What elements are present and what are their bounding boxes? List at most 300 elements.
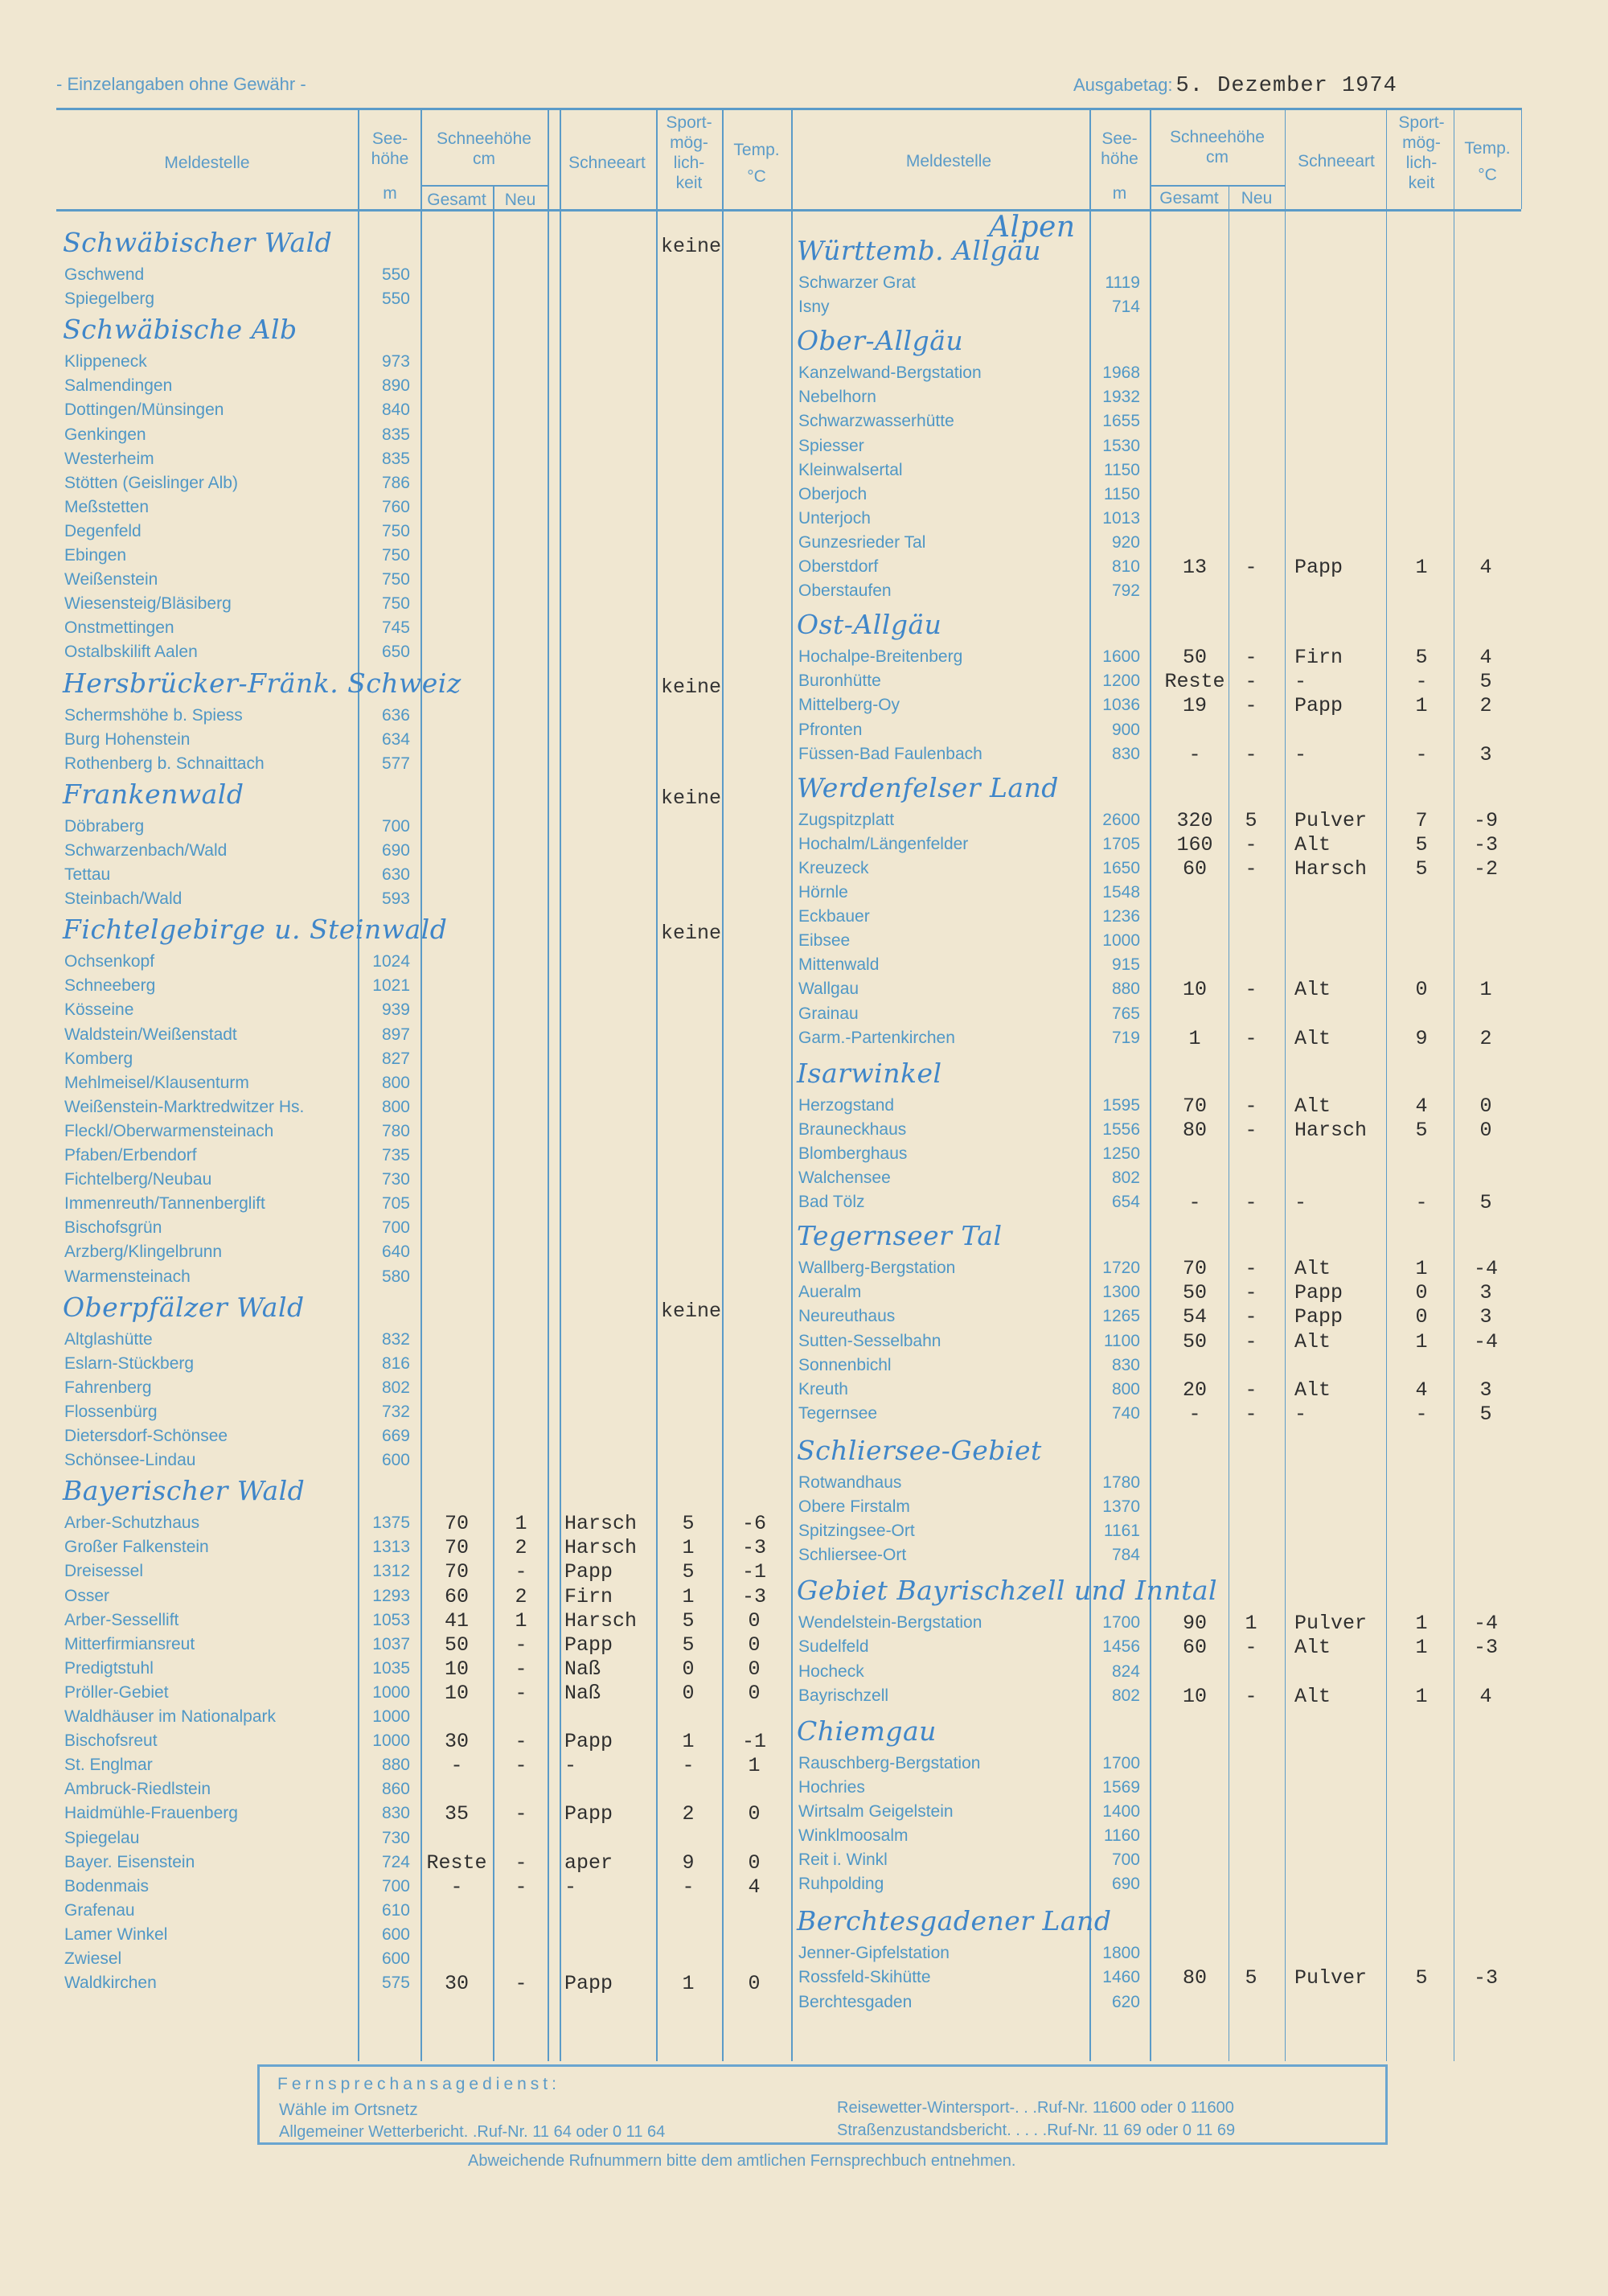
snow-depth-total: - — [450, 1754, 463, 1778]
station-name: Fichtelberg/Neubau — [64, 1170, 212, 1189]
snow-depth-new: - — [1245, 556, 1257, 579]
snow-depth-new: - — [515, 1850, 527, 1875]
station-altitude: 620 — [1111, 1992, 1140, 2011]
snow-depth-new: - — [1245, 1378, 1257, 1402]
station-name: Steinbach/Wald — [64, 889, 183, 909]
left-col-sport-4: keit — [675, 174, 703, 192]
region-heading: Gebiet Bayrischzell und Inntal — [797, 1575, 1218, 1607]
station-name: Kleinwalsertal — [798, 460, 903, 479]
snow-depth-total: 54 — [1182, 1305, 1207, 1329]
station-altitude: 840 — [381, 400, 410, 420]
snow-depth-new: 1 — [515, 1608, 527, 1633]
temperature: -4 — [1473, 1329, 1498, 1353]
sport-possibility: 0 — [1415, 978, 1428, 1002]
station-altitude: 1021 — [372, 976, 410, 996]
station-altitude: 1569 — [1102, 1777, 1140, 1797]
station-altitude: 1236 — [1102, 907, 1140, 926]
station-altitude: 1150 — [1103, 460, 1140, 479]
station-name: Grainau — [798, 1004, 859, 1023]
left-col-gesamt: Gesamt — [427, 191, 486, 209]
right-col-temp-1: Temp. — [1464, 139, 1511, 158]
snow-type: Harsch — [564, 1512, 638, 1536]
station-name: Winklmoosalm — [798, 1826, 909, 1845]
station-altitude: 600 — [381, 1949, 410, 1968]
snow-type: Papp — [564, 1972, 613, 1996]
table-row — [798, 1497, 1522, 1522]
station-altitude: 1200 — [1102, 672, 1140, 691]
header-bottom-rule — [56, 209, 1521, 212]
footer-line2-right: Straßenzustandsbericht. . . . .Ruf-Nr. 11 69 oder 0 11 69 — [837, 2121, 1236, 2139]
table-row — [64, 706, 788, 730]
station-name: Genkingen — [64, 425, 146, 444]
station-altitude: 1780 — [1102, 1472, 1140, 1492]
snow-depth-total: - — [1188, 1191, 1201, 1215]
snow-depth-new: 5 — [1245, 1966, 1257, 1990]
table-row — [798, 980, 1522, 1004]
snow-depth-new: - — [515, 1681, 527, 1705]
station-altitude: 880 — [381, 1756, 410, 1775]
table-row — [798, 1850, 1522, 1875]
snow-status-none: keine — [661, 1299, 722, 1323]
station-name: Zugspitzplatt — [798, 810, 895, 829]
station-altitude: 1400 — [1102, 1801, 1140, 1821]
right-col-sport-2: mög- — [1402, 133, 1441, 152]
station-name: Weißenstein-Marktredwitzer Hs. — [64, 1097, 305, 1116]
snow-depth-new: - — [1245, 1329, 1257, 1353]
station-name: Pfronten — [798, 720, 863, 739]
table-row — [64, 474, 788, 498]
station-name: Klippeneck — [64, 352, 147, 372]
station-altitude: 700 — [1111, 1850, 1140, 1870]
station-name: Obere Firstalm — [798, 1497, 910, 1516]
sport-possibility: - — [1415, 1402, 1428, 1426]
snow-depth-new: - — [1245, 856, 1257, 881]
station-altitude: 640 — [381, 1242, 410, 1262]
right-col-sport-4: keit — [1408, 174, 1435, 192]
region-heading: Ober-Allgäu — [797, 325, 964, 357]
right-col-temp-2: °C — [1478, 166, 1497, 184]
left-col-temp-1: Temp. — [733, 141, 780, 159]
snow-depth-total: 320 — [1176, 808, 1213, 832]
station-name: Nebelhorn — [798, 388, 876, 407]
table-row — [64, 1514, 788, 1538]
sport-possibility: 1 — [1415, 694, 1428, 718]
station-altitude: 1313 — [372, 1538, 410, 1557]
station-altitude: 1037 — [372, 1634, 410, 1653]
station-altitude: 636 — [381, 705, 410, 725]
station-name: Predigtstuhl — [64, 1658, 154, 1678]
station-altitude: 1456 — [1102, 1637, 1140, 1657]
sport-possibility: 4 — [1415, 1378, 1428, 1402]
snow-type: Naß — [564, 1657, 601, 1681]
table-row — [64, 400, 788, 425]
table-row — [64, 546, 788, 570]
snow-type: Harsch — [564, 1536, 638, 1560]
station-altitude: 1100 — [1103, 1331, 1140, 1350]
station-name: Unterjoch — [798, 508, 871, 528]
snow-depth-total: 41 — [444, 1608, 469, 1633]
station-altitude: 1705 — [1102, 834, 1140, 853]
station-name: Ambruck-Riedlstein — [64, 1780, 211, 1799]
sport-possibility: 9 — [1415, 1026, 1428, 1050]
station-name: Walchensee — [798, 1169, 891, 1187]
station-name: Mitterfirmiansreut — [64, 1634, 195, 1653]
station-name: Schwarzer Grat — [798, 273, 916, 292]
grid-line — [1521, 108, 1522, 209]
station-name: Spiesser — [798, 436, 864, 455]
temperature: 3 — [1479, 1281, 1492, 1305]
left-col-schneeart: Schneeart — [568, 154, 646, 172]
snow-depth-total: 50 — [1182, 1281, 1207, 1305]
station-name: Schönsee-Lindau — [64, 1451, 196, 1470]
table-row — [798, 1944, 1522, 1968]
grid-line — [791, 108, 793, 2061]
station-altitude: 580 — [381, 1267, 410, 1286]
snow-type: Pulver — [1294, 1966, 1368, 1990]
station-altitude: 705 — [381, 1194, 410, 1214]
station-name: Schwarzwasserhütte — [798, 412, 954, 431]
station-name: Eslarn-Stückberg — [64, 1353, 195, 1373]
table-row — [64, 1974, 788, 1998]
table-row — [64, 754, 788, 778]
station-name: Ostalbskilift Aalen — [64, 643, 198, 662]
snow-depth-new: - — [1245, 1684, 1257, 1708]
station-altitude: 714 — [1111, 298, 1140, 317]
snow-depth-new: - — [1245, 832, 1257, 856]
right-col-sport-1: Sport- — [1398, 113, 1445, 132]
left-col-seehohe-1: See- — [371, 129, 408, 148]
sport-possibility: 5 — [1415, 1118, 1428, 1142]
station-altitude: 1556 — [1102, 1119, 1140, 1139]
station-altitude: 1600 — [1102, 647, 1140, 667]
snow-depth-total: 90 — [1182, 1612, 1207, 1636]
station-name: Immenreuth/Tannenberglift — [64, 1194, 265, 1214]
snow-type: Papp — [564, 1560, 613, 1584]
station-altitude: 750 — [381, 521, 410, 540]
left-col-seehohe — [359, 129, 420, 203]
station-name: Blomberghaus — [798, 1144, 908, 1163]
snow-depth-new: - — [1245, 694, 1257, 718]
right-col-schneehohe — [1150, 127, 1285, 167]
snow-depth-new: - — [1245, 1026, 1257, 1050]
sport-possibility: 0 — [682, 1657, 695, 1681]
table-row — [798, 672, 1522, 696]
station-altitude: 786 — [381, 473, 410, 492]
station-altitude: 1250 — [1102, 1144, 1140, 1163]
snow-type: - — [564, 1875, 577, 1899]
temperature: -3 — [1473, 1636, 1498, 1660]
left-col-sport — [656, 113, 722, 193]
table-row — [798, 1169, 1522, 1193]
table-row — [798, 696, 1522, 720]
temperature: -3 — [1473, 832, 1498, 856]
station-altitude: 550 — [381, 290, 410, 309]
station-name: Tettau — [64, 865, 111, 884]
table-row — [64, 265, 788, 290]
station-altitude: 1720 — [1102, 1259, 1140, 1278]
temperature: -6 — [741, 1512, 766, 1536]
station-altitude: 860 — [381, 1780, 410, 1799]
station-name: Schermshöhe b. Spiess — [64, 705, 243, 725]
station-name: Garm.-Partenkirchen — [798, 1028, 955, 1047]
table-row — [64, 1635, 788, 1659]
snow-type: - — [1294, 742, 1307, 766]
snow-depth-new: 5 — [1245, 808, 1257, 832]
snow-depth-new: - — [1245, 1402, 1257, 1426]
station-altitude: 732 — [381, 1402, 410, 1421]
snow-depth-new: - — [1245, 742, 1257, 766]
temperature: 4 — [1479, 646, 1492, 670]
station-name: Meßstetten — [64, 497, 150, 516]
snow-depth-new: - — [515, 1802, 527, 1826]
station-altitude: 750 — [381, 570, 410, 589]
station-altitude: 832 — [381, 1329, 410, 1349]
snow-type: Harsch — [1294, 856, 1368, 881]
station-name: Kreuth — [798, 1379, 848, 1399]
temperature: 2 — [1479, 694, 1492, 718]
region-heading: Werdenfelser Land — [797, 771, 1059, 803]
temperature: -3 — [1473, 1966, 1498, 1990]
footer-line2-left: Allgemeiner Wetterbericht. .Ruf-Nr. 11 64 oder 0 11 64 — [279, 2123, 666, 2141]
table-row — [64, 1146, 788, 1170]
snow-depth-new: - — [1245, 1118, 1257, 1142]
station-altitude: 690 — [381, 840, 410, 860]
temperature: 4 — [1479, 556, 1492, 579]
issue-date: 5. Dezember 1974 — [1175, 74, 1397, 98]
station-altitude: 1013 — [1102, 508, 1140, 528]
station-altitude: 1265 — [1102, 1307, 1140, 1326]
temperature: 4 — [1479, 1684, 1492, 1708]
temperature: 5 — [1479, 670, 1492, 694]
snow-depth-total: 60 — [444, 1584, 469, 1608]
left-col-temp — [722, 140, 791, 187]
table-row — [64, 570, 788, 594]
station-altitude: 600 — [381, 1451, 410, 1470]
temperature: -4 — [1473, 1612, 1498, 1636]
snow-type: Alt — [1294, 1636, 1331, 1660]
table-row — [798, 363, 1522, 388]
table-row — [798, 1613, 1522, 1637]
snow-status-none: keine — [661, 235, 722, 258]
snow-depth-total: 10 — [444, 1681, 469, 1705]
snow-depth-new: - — [515, 1754, 527, 1778]
station-name: Wirtsalm Geigelstein — [798, 1801, 954, 1821]
station-altitude: 730 — [381, 1828, 410, 1847]
table-row — [798, 1096, 1522, 1120]
snow-type: Papp — [1294, 556, 1343, 579]
station-name: Kösseine — [64, 1000, 134, 1020]
table-row — [64, 1901, 788, 1925]
left-col-sport-3: lich- — [673, 154, 705, 172]
table-row — [64, 1122, 788, 1146]
station-name: Schliersee-Ort — [798, 1546, 907, 1565]
snow-depth-total: 30 — [444, 1730, 469, 1754]
station-altitude: 827 — [381, 1049, 410, 1068]
sport-possibility: 1 — [1415, 1636, 1428, 1660]
station-name: Oberstaufen — [798, 581, 892, 601]
snow-depth-total: 20 — [1182, 1378, 1207, 1402]
sport-possibility: - — [1415, 742, 1428, 766]
right-col-sport — [1388, 113, 1455, 193]
station-name: Schneeberg — [64, 976, 156, 996]
snow-type: Papp — [1294, 694, 1343, 718]
station-altitude: 780 — [381, 1121, 410, 1140]
right-col-seehohe-2: höhe — [1101, 150, 1138, 168]
station-altitude: 2600 — [1102, 810, 1140, 829]
station-name: Tegernsee — [798, 1403, 878, 1423]
station-altitude: 1053 — [372, 1610, 410, 1629]
sport-possibility: 1 — [682, 1536, 695, 1560]
snow-depth-new: 2 — [515, 1536, 527, 1560]
snow-type: Papp — [564, 1730, 613, 1754]
table-row — [798, 1329, 1522, 1356]
station-altitude: 1000 — [372, 1707, 410, 1726]
station-altitude: 690 — [1111, 1875, 1140, 1894]
temperature: -9 — [1473, 808, 1498, 832]
snow-depth-total: 10 — [1182, 1684, 1207, 1708]
station-name: Komberg — [64, 1049, 133, 1068]
station-altitude: 630 — [381, 865, 410, 884]
snow-depth-total: 70 — [444, 1536, 469, 1560]
station-altitude: 1530 — [1102, 436, 1140, 455]
table-row — [64, 425, 788, 450]
temperature: 0 — [748, 1657, 761, 1681]
station-name: Sutten-Sesselbahn — [798, 1331, 941, 1350]
table-row — [798, 1193, 1522, 1217]
table-row — [798, 1380, 1522, 1404]
station-name: Arber-Schutzhaus — [64, 1514, 200, 1533]
station-altitude: 816 — [381, 1353, 410, 1373]
sport-possibility: 5 — [1415, 832, 1428, 856]
station-name: Flossenbürg — [64, 1402, 158, 1421]
table-row — [798, 955, 1522, 980]
station-name: Isny — [798, 298, 830, 317]
temperature: 1 — [1479, 978, 1492, 1002]
station-name: Salmendingen — [64, 376, 173, 396]
sport-possibility: - — [1415, 670, 1428, 694]
station-altitude: 1932 — [1102, 388, 1140, 407]
header-top-rule — [56, 108, 1521, 110]
temperature: 0 — [748, 1802, 761, 1826]
station-altitude: 1000 — [372, 1731, 410, 1751]
snow-depth-total: 10 — [444, 1657, 469, 1681]
snow-depth-total: 70 — [444, 1560, 469, 1584]
station-altitude: 1375 — [372, 1514, 410, 1533]
temperature: -3 — [741, 1536, 766, 1560]
table-row — [64, 290, 788, 314]
table-row — [64, 1756, 788, 1780]
right-col-schneehohe-1: Schneehöhe — [1170, 128, 1265, 146]
station-name: Mittenwald — [798, 955, 880, 975]
table-row — [798, 883, 1522, 907]
telephone-info-box — [257, 2064, 1388, 2145]
table-row — [798, 273, 1522, 298]
station-name: Lamer Winkel — [64, 1924, 168, 1944]
station-name: Rothenberg b. Schnaittach — [64, 754, 265, 773]
station-altitude: 650 — [381, 643, 410, 662]
station-altitude: 1000 — [372, 1682, 410, 1702]
station-name: Bodenmais — [64, 1876, 150, 1896]
temperature: 5 — [1479, 1191, 1492, 1215]
right-col-gesamt: Gesamt — [1159, 189, 1219, 207]
temperature: 0 — [748, 1850, 761, 1875]
table-row — [64, 1949, 788, 1974]
sport-possibility: - — [1415, 1191, 1428, 1215]
station-name: Großer Falkenstein — [64, 1538, 209, 1557]
sport-possibility: 9 — [682, 1850, 695, 1875]
station-name: Neureuthaus — [798, 1307, 896, 1326]
snow-type: Harsch — [564, 1608, 638, 1633]
station-name: Spiegelberg — [64, 290, 155, 309]
table-row — [64, 1170, 788, 1194]
table-row — [64, 376, 788, 400]
station-name: Bischofsreut — [64, 1731, 158, 1751]
table-row — [64, 643, 788, 667]
station-name: Sonnenbichl — [798, 1355, 892, 1374]
station-altitude: 915 — [1111, 955, 1140, 975]
table-row — [64, 1074, 788, 1098]
temperature: -4 — [1473, 1257, 1498, 1281]
station-altitude: 1800 — [1102, 1944, 1140, 1963]
table-row — [64, 1403, 788, 1427]
station-altitude: 1595 — [1102, 1095, 1140, 1115]
station-altitude: 880 — [1111, 980, 1140, 999]
sport-possibility: 1 — [682, 1972, 695, 1996]
left-col-seehohe-2: höhe — [371, 150, 409, 168]
region-heading: Hersbrücker-Fränk. Schweiz — [63, 667, 461, 699]
snow-depth-new: - — [1245, 670, 1257, 694]
table-row — [64, 1267, 788, 1292]
right-col-neu: Neu — [1241, 189, 1273, 207]
sport-possibility: 5 — [1415, 646, 1428, 670]
sport-possibility: 1 — [682, 1584, 695, 1608]
table-row — [64, 498, 788, 522]
snow-depth-total: 50 — [1182, 1329, 1207, 1353]
station-altitude: 1650 — [1102, 858, 1140, 877]
station-name: Spiegelau — [64, 1828, 140, 1847]
station-altitude: 700 — [381, 1218, 410, 1238]
station-name: Dreisessel — [64, 1562, 144, 1581]
station-name: Rauschberg-Bergstation — [798, 1753, 981, 1772]
table-row — [64, 1877, 788, 1901]
station-name: Fahrenberg — [64, 1378, 152, 1397]
station-name: Mehlmeisel/Klausenturm — [64, 1073, 249, 1092]
station-name: Arzberg/Klingelbrunn — [64, 1242, 223, 1262]
station-name: Stötten (Geislinger Alb) — [64, 473, 238, 492]
sport-possibility: 5 — [1415, 856, 1428, 881]
snow-status-none: keine — [661, 675, 722, 699]
station-name: Mittelberg-Oy — [798, 696, 900, 715]
table-row — [64, 730, 788, 754]
station-name: Rossfeld-Skihütte — [798, 1968, 931, 1987]
sport-possibility: 0 — [1415, 1305, 1428, 1329]
snow-depth-new: 1 — [1245, 1612, 1257, 1636]
station-altitude: 700 — [381, 816, 410, 836]
table-row — [798, 412, 1522, 436]
snow-depth-new: 1 — [515, 1512, 527, 1536]
station-name: Burg Hohenstein — [64, 729, 191, 749]
region-heading: Württemb. Allgäu — [797, 235, 1042, 266]
station-altitude: 1548 — [1102, 883, 1140, 902]
table-row — [64, 1707, 788, 1731]
snow-depth-total: 160 — [1176, 832, 1213, 856]
snow-depth-new: - — [1245, 1094, 1257, 1118]
table-row — [64, 1451, 788, 1475]
station-name: Bayer. Eisenstein — [64, 1852, 195, 1871]
temperature: -1 — [741, 1560, 766, 1584]
station-altitude: 802 — [1111, 1686, 1140, 1705]
snow-type: Naß — [564, 1681, 601, 1705]
